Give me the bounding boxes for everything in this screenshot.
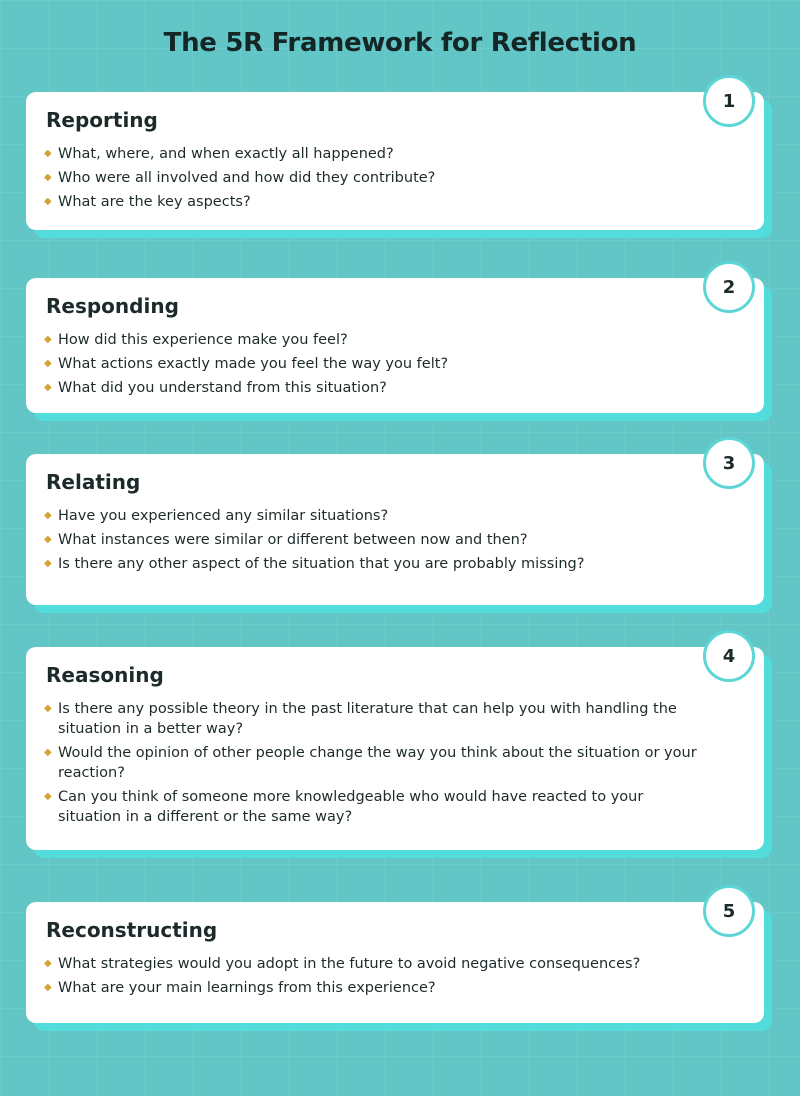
section-card-relating [26,454,764,605]
diamond-bullet-icon: ◆ [44,148,52,159]
question-text: Is there any possible theory in the past literature that can help you with handling the situation in a better way? [58,701,677,737]
question-text: Would the opinion of other people change the way you think about the situation or your reaction? [58,745,697,781]
diamond-bullet-icon: ◆ [44,358,52,369]
section-number-badge: 2 [703,261,755,313]
list-item [44,168,708,188]
card-body [26,902,764,1023]
question-list [44,954,708,1002]
diamond-bullet-icon: ◆ [44,703,52,714]
question-list [44,144,708,216]
list-item [44,378,708,398]
question-text: Who were all involved and how did they contribute? [58,170,436,186]
card-body [26,278,764,413]
list-item [44,330,708,350]
diamond-bullet-icon: ◆ [44,747,52,758]
list-item [44,506,708,526]
card-body [26,647,764,850]
section-heading: Reporting [46,108,158,132]
list-item [44,978,708,998]
section-card-responding [26,278,764,413]
section-number-badge: 1 [703,75,755,127]
list-item [44,954,708,974]
question-text: What, where, and when exactly all happened? [58,146,394,162]
section-card-reporting [26,92,764,230]
list-item [44,192,708,212]
list-item [44,530,708,550]
diamond-bullet-icon: ◆ [44,558,52,569]
list-item [44,743,708,783]
section-number-badge: 4 [703,630,755,682]
diamond-bullet-icon: ◆ [44,172,52,183]
question-text: Can you think of someone more knowledgeable who would have reacted to your situation in a different or the same way? [58,789,644,825]
question-text: Have you experienced any similar situations? [58,508,389,524]
diamond-bullet-icon: ◆ [44,382,52,393]
question-text: What actions exactly made you feel the way you felt? [58,356,449,372]
page-title: The 5R Framework for Reflection [163,28,637,58]
diamond-bullet-icon: ◆ [44,791,52,802]
diamond-bullet-icon: ◆ [44,334,52,345]
question-text: How did this experience make you feel? [58,332,348,348]
diamond-bullet-icon: ◆ [44,510,52,521]
list-item [44,144,708,164]
section-heading: Reasoning [46,663,164,687]
section-heading: Relating [46,470,141,494]
section-number-badge: 5 [703,885,755,937]
diamond-bullet-icon: ◆ [44,196,52,207]
section-heading: Reconstructing [46,918,218,942]
question-text: What strategies would you adopt in the future to avoid negative consequences? [58,956,641,972]
question-list [44,699,708,831]
section-card-reconstructing [26,902,764,1023]
list-item [44,354,708,374]
question-text: What did you understand from this situation? [58,380,387,396]
diamond-bullet-icon: ◆ [44,958,52,969]
list-item [44,787,708,827]
question-list [44,506,708,578]
section-card-reasoning [26,647,764,850]
question-text: What are the key aspects? [58,194,251,210]
section-heading: Responding [46,294,179,318]
question-text: Is there any other aspect of the situation that you are probably missing? [58,556,585,572]
diamond-bullet-icon: ◆ [44,982,52,993]
question-list [44,330,708,402]
section-number-badge: 3 [703,437,755,489]
card-body [26,454,764,605]
list-item [44,699,708,739]
question-text: What are your main learnings from this experience? [58,980,436,996]
question-text: What instances were similar or different between now and then? [58,532,528,548]
list-item [44,554,708,574]
diamond-bullet-icon: ◆ [44,534,52,545]
card-body [26,92,764,230]
